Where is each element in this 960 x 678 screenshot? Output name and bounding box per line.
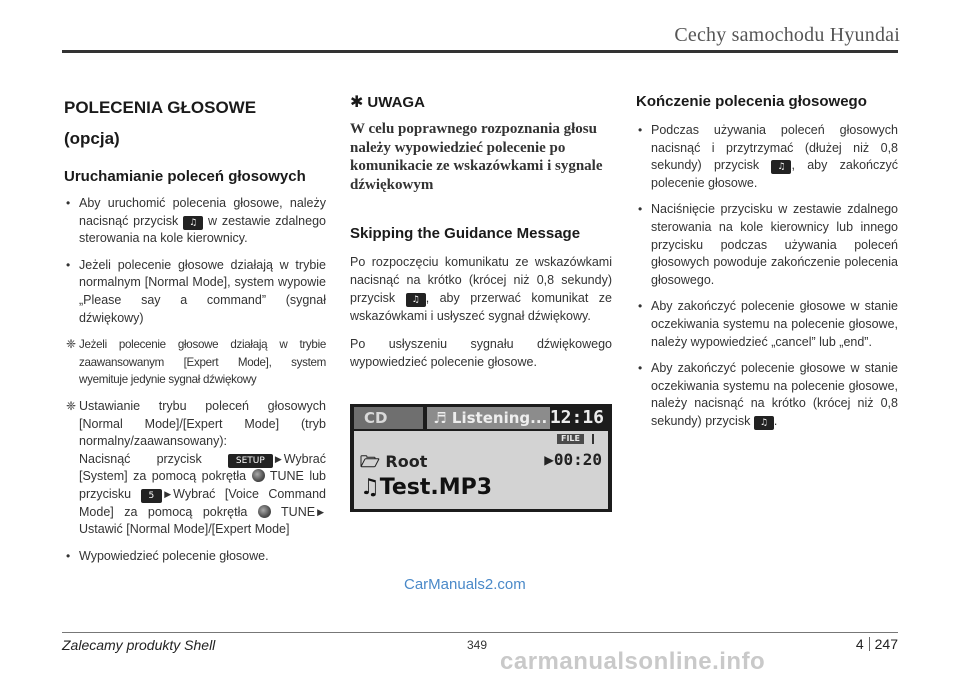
voice-icon: ♬ <box>433 409 447 427</box>
list-item: • Aby zakończyć polecenie głosowe w stanie oczekiwania systemu na polecenie głosowe, należy wypowiedzieć „cancel” lub „end”. <box>638 299 898 349</box>
footer-separator <box>869 637 870 651</box>
tune-knob-icon <box>252 469 265 482</box>
list-item-mode-setup: ❈ Ustawianie trybu poleceń głosowych [Normal Mode]/[Expert Mode] (tryb normalny/zaawansowany): Nacisnąć przycisk SETUP ▶ Wybrać [System] za pomocą pokrętła TUNE lub przycisku 5 ▶ Wybrać [Voice Command Mode] za pomocą pokrętła TUNE ▶Ustawić [Normal Mode]/[Expert Mode] <box>66 398 327 537</box>
display-status-bar <box>354 407 608 429</box>
bullet-mark: • <box>66 548 71 563</box>
head-unit-display <box>350 404 612 512</box>
note-mark: ❈ <box>66 337 76 352</box>
file-indicator <box>592 434 594 444</box>
number-5-button-icon: 5 <box>141 489 163 503</box>
display-status: ♬ Listening... <box>427 407 550 429</box>
bottom-watermark-link[interactable]: carmanualsonline.info <box>500 648 766 675</box>
column-caution <box>350 92 612 381</box>
bullet-mark: • <box>638 299 643 314</box>
caution-text: W celu poprawnego rozpoznania głosu należy wypowiedzieć polecenie po komunikacie ze wskazówkami i sygnale dźwiękowym <box>350 121 603 193</box>
display-clock: 12:16 <box>549 407 604 428</box>
talk-button-icon: ♫ <box>183 216 203 230</box>
caution-heading: ✱ UWAGA <box>350 93 425 111</box>
watermark-link[interactable]: CarManuals2.com <box>404 576 526 593</box>
music-note-icon: ♫ <box>360 475 380 500</box>
footer-page-number: 349 <box>467 638 488 652</box>
subsection-title-skip: Skipping the Guidance Message <box>350 225 581 242</box>
list-item: • Podczas używania poleceń głosowych nacisnąć i przytrzymać (dłużej niż 0,8 sekundy) przycisk ♫ , aby zakończyć polecenie głosowe. <box>638 123 898 190</box>
arrow-right-icon: ▶ <box>164 488 172 499</box>
tune-knob-icon <box>258 505 271 518</box>
talk-button-icon: ♫ <box>406 293 426 307</box>
section-title: POLECENIA GŁOSOWE (opcja) <box>64 98 257 148</box>
list-item: • Aby zakończyć polecenie głosowe w stanie oczekiwania systemu na polecenie głosowe, należy nacisnąć na krótko (krócej niż 0,8 sekundy) przycisk ♫ . <box>638 361 898 428</box>
paragraph-after-beep: Po usłyszeniu sygnału dźwiękowego wypowiedzieć polecenie głosowe. <box>350 337 612 369</box>
subsection-title-end: Kończenie polecenia głosowego <box>636 93 867 110</box>
footer-chapter-page: 4 247 <box>855 636 898 652</box>
play-icon: ▶ <box>544 450 554 469</box>
caution-star-icon: ✱ <box>350 94 364 111</box>
arrow-right-icon: ▶ <box>274 453 282 464</box>
display-mode: CD <box>354 407 423 429</box>
display-folder: 🗁 Root <box>360 452 428 471</box>
bullet-mark: • <box>66 257 71 272</box>
bullet-mark: • <box>638 202 643 217</box>
column-voice-commands <box>64 92 326 574</box>
list-item: • Aby uruchomić polecenia głosowe, należy nacisnąć przycisk ♫ w zestawie zdalnego sterowania na kole kierownicy. <box>66 196 326 246</box>
column-ending-command <box>636 92 898 440</box>
talk-button-icon: ♫ <box>754 416 774 430</box>
talk-button-icon: ♫ <box>771 160 791 174</box>
list-item: ❈ Jeżeli polecenie głosowe działają w trybie zaawansowanym [Expert Mode], system wyemituje jedynie sygnał dźwiękowy <box>66 337 326 387</box>
display-body <box>354 431 608 509</box>
footer-slogan: Zalecamy produkty Shell <box>62 637 216 653</box>
arrow-right-icon: ▶ <box>317 506 324 517</box>
bullet-mark: • <box>638 123 643 137</box>
note-mark: ❈ <box>66 398 77 413</box>
page-header-title: Cechy samochodu Hyundai <box>674 24 900 46</box>
bullet-mark: • <box>638 361 643 376</box>
subsection-title-start: Uruchamianie poleceń głosowych <box>64 168 306 185</box>
display-track: ♫Test.MP3 <box>360 475 493 500</box>
list-item: • Jeżeli polecenie głosowe działają w trybie normalnym [Normal Mode], system wypowie „Please say a command” (sygnał dźwiękowy) <box>66 257 326 325</box>
setup-button-icon: SETUP <box>228 454 273 468</box>
footer-rule <box>62 632 898 633</box>
display-elapsed: ▶00:20 <box>544 450 602 469</box>
header-rule <box>62 50 898 53</box>
folder-icon: 🗁 <box>360 452 380 471</box>
bullet-mark: • <box>66 196 71 210</box>
paragraph-skip: Po rozpoczęciu komunikatu ze wskazówkami nacisnąć na krótko (krócej niż 0,8 sekundy) przycisk ♫ , aby przerwać komunikat ze wskazówkami i usłyszeć sygnał dźwiękowy. <box>350 255 612 323</box>
list-item: • Naciśnięcie przycisku w zestawie zdalnego sterowania na kole kierownicy lub innego przycisku podczas używania poleceń głosowych powoduje zakończenie polecenia głosowego. <box>638 202 898 287</box>
file-badge: FILE <box>557 434 584 444</box>
list-item: • Wypowiedzieć polecenie głosowe. <box>64 548 326 566</box>
